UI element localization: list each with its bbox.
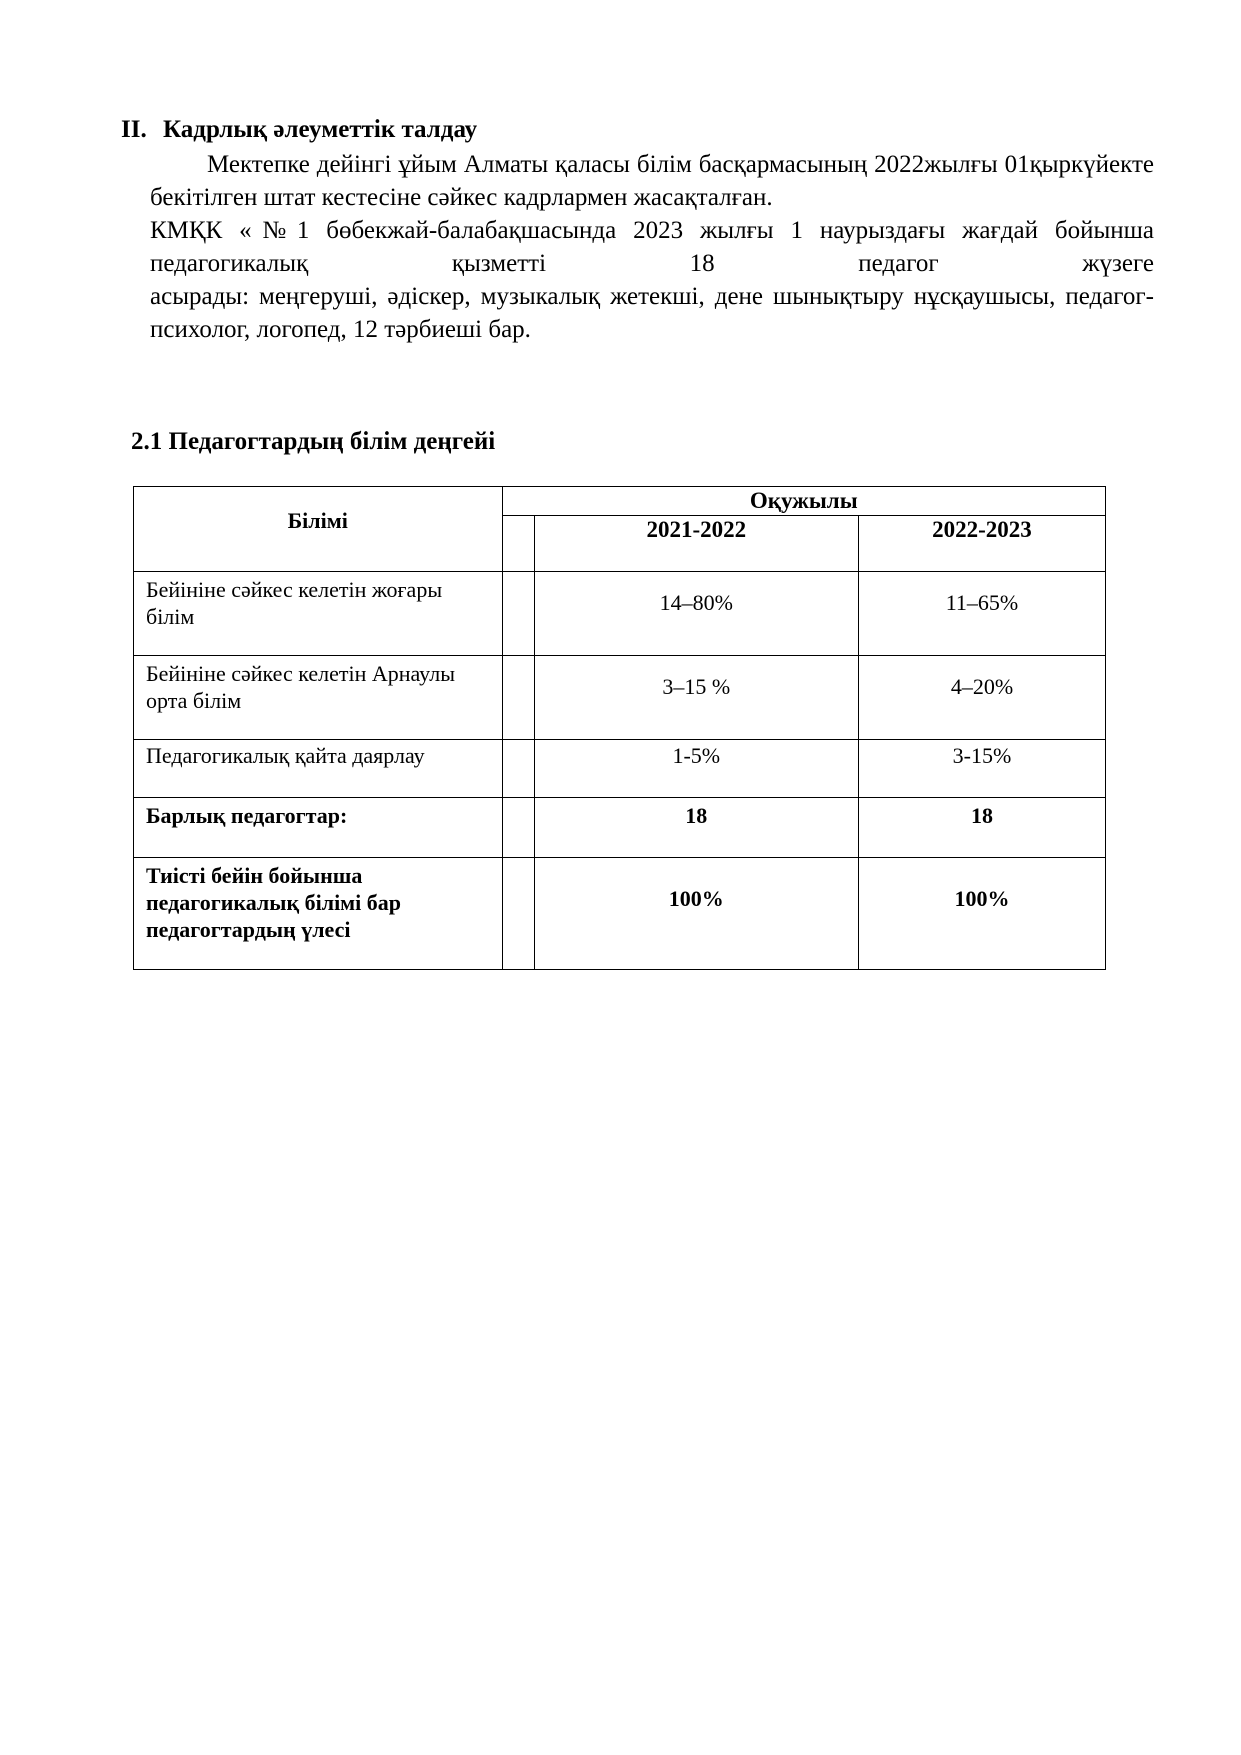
header-education-cell [134,487,503,572]
table-row [134,798,1106,858]
header-year-2: 2022-2023 [858,515,1105,571]
row-value-2022: 100% [858,858,1105,970]
row-value-2021: 3–15 % [534,656,858,740]
table-header-row [134,487,1106,516]
section-number: II. [121,116,147,143]
row-value-2022: 11–65% [858,572,1105,656]
row-value-2022: 4–20% [858,656,1105,740]
row-label: Барлық педагогтар: [134,798,503,858]
row-label: Тиісті бейін бойынша педагогикалық білімі бар педагогтардың үлесі [134,858,503,970]
table-row [134,656,1106,740]
empty-cell [502,858,534,970]
empty-cell [502,572,534,656]
section-title: Кадрлық әлеуметтік талдау [163,116,478,143]
row-value-2021: 100% [534,858,858,970]
row-value-2022: 18 [858,798,1105,858]
paragraph-staffing: Мектепке дейінгі ұйым Алматы қаласы білім басқармасының 2022жылғы 01қыркүйекте бекітілген штат кестесіне сәйкес кадрлармен жасақталған. [150,151,1154,211]
row-label: Педагогикалық қайта даярлау [134,740,503,798]
empty-cell [502,656,534,740]
header-year-1: 2021-2022 [534,515,858,571]
table-row [134,572,1106,656]
row-label: Бейініне сәйкес келетін жоғары білім [134,572,503,656]
table-row [134,740,1106,798]
row-value-2021: 1-5% [534,740,858,798]
header-education: Білімі [287,508,348,533]
empty-cell [502,740,534,798]
empty-cell [502,798,534,858]
row-value-2021: 18 [534,798,858,858]
row-label: Бейініне сәйкес келетін Арнаулы орта білім [134,656,503,740]
education-level-table [133,486,1106,970]
section-heading [121,116,477,144]
paragraph-pedagogues-count: КМҚК «№1 бөбекжай-балабақшасында 2023 жылғы 1 наурыздағы жағдай бойынша педагогикалық қызметті 18 педагог жүзеге [150,217,1154,277]
paragraph-staff-roles: асырады: меңгеруші, әдіскер, музыкалық жетекші, дене шынықтыру нұсқаушысы, педагог-психолог, логопед, 12 тәрбиеші бар. [150,283,1154,343]
row-value-2021: 14–80% [534,572,858,656]
row-value-2022: 3-15% [858,740,1105,798]
header-empty-cell [502,515,534,571]
subsection-title: 2.1 Педагогтардың білім деңгейі [131,428,496,455]
header-academic-year: Оқужылы [502,487,1105,516]
table-row [134,858,1106,970]
